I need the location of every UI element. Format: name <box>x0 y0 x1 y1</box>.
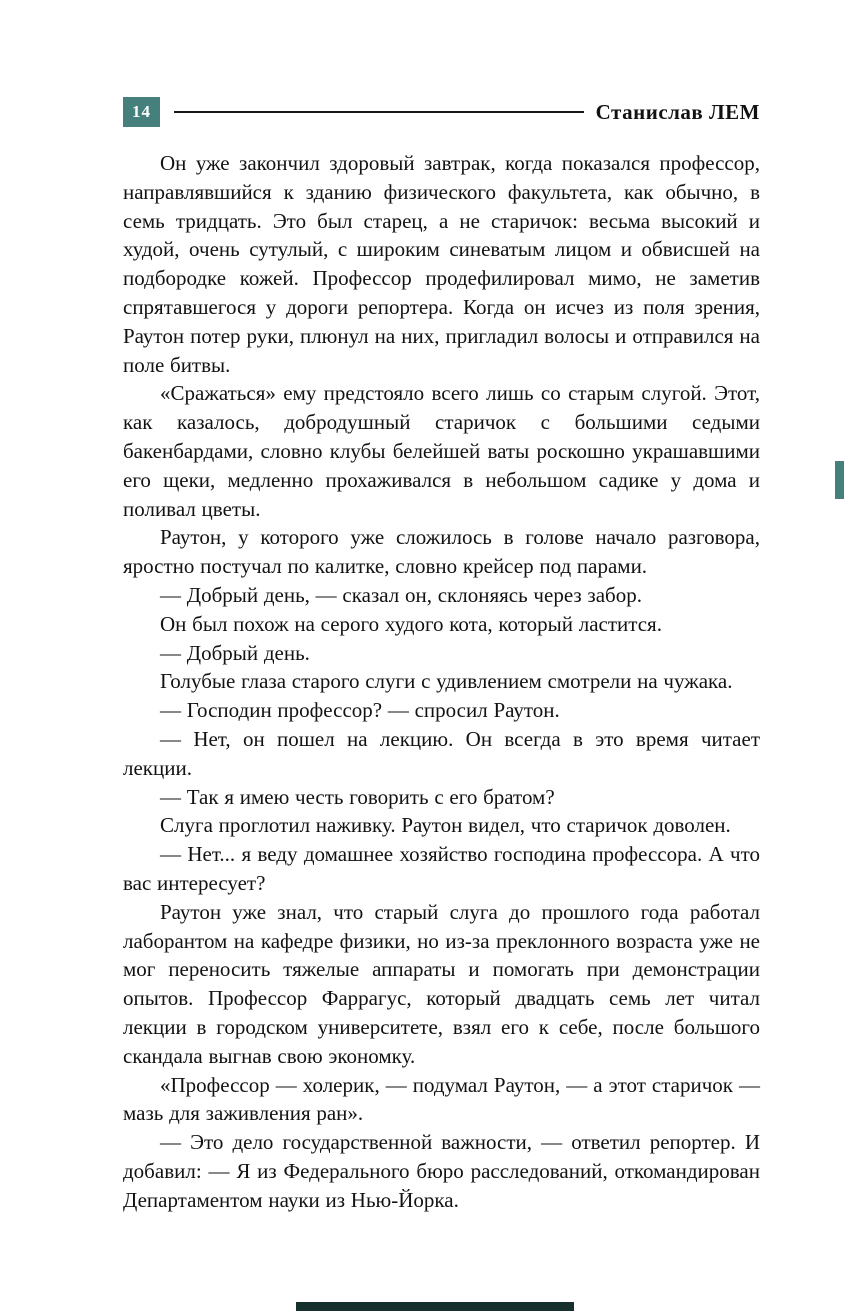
paragraph: «Сражаться» ему предстояло всего лишь со старым слугой. Этот, как казалось, добродушный старичок с большими седыми бакенбардами, словно клубы белейшей ваты роскошно украшавшими его щеки, медленно прохаживался в небольшом садике у дома и поливал цветы. <box>123 381 760 521</box>
bottom-scan-bar <box>296 1302 574 1311</box>
paragraph: Он был похож на серого худого кота, который ластится. <box>160 611 662 636</box>
paragraph: — Так я имею честь говорить с его братом? <box>160 784 555 809</box>
paragraph: «Профессор — холерик, — подумал Раутон, — а этот старичок — мазь для заживления ран». <box>123 1072 760 1126</box>
paragraph: — Нет, он пошел на лекцию. Он всегда в это время читает лекции. <box>123 726 760 780</box>
running-head-author: Станислав ЛЕМ <box>595 99 760 124</box>
text-column <box>123 149 760 1214</box>
paragraph: Раутон, у которого уже сложилось в голове начало разговора, яростно постучал по калитке, словно крейсер под парами. <box>123 525 760 579</box>
edge-mark <box>835 461 844 499</box>
paragraph: Он уже закончил здоровый завтрак, когда показался профессор, направлявшийся к зданию физического факультета, как обычно, в семь тридцать. Это был старец, а не старичок: весьма высокий и худой, очень сутулый, с широким синеватым лицом и обвисшей на подбородке кожей. Профессор продефилировал мимо, не заметив спрятавшегося у дороги репортера. Когда он исчез из поля зрения, Раутон потер руки, плюнул на них, пригладил волосы и отправился на поле битвы. <box>123 151 760 377</box>
paragraph: Голубые глаза старого слуги с удивлением смотрели на чужака. <box>160 669 733 694</box>
paragraph: — Добрый день. <box>160 640 310 665</box>
paragraph: — Нет... я веду домашнее хозяйство господина профессора. А что вас интересует? <box>123 842 760 895</box>
paragraph: — Это дело государственной важности, — ответил репортер. И добавил: — Я из Федерального бюро расследований, откомандирован Департаментом науки из Нью-Йорка. <box>123 1130 760 1212</box>
header-rule <box>174 111 584 113</box>
paragraph: Раутон уже знал, что старый слуга до прошлого года работал лаборантом на кафедре физики, но из-за преклонного возраста уже не мог переносить тяжелые аппараты и помогать при демонстрации опытов. Профессор Фаррагус, который двадцать семь лет читал лекции в городском университете, взял его к себе, после большого скандала выгнав свою экономку. <box>123 899 760 1068</box>
page-header <box>123 96 760 128</box>
paragraph: — Господин профессор? — спросил Раутон. <box>160 698 560 723</box>
paragraph: Слуга проглотил наживку. Раутон видел, что старичок доволен. <box>160 813 731 838</box>
paragraph: — Добрый день, — сказал он, склоняясь через забор. <box>160 582 642 607</box>
page-number: 14 <box>123 97 160 127</box>
